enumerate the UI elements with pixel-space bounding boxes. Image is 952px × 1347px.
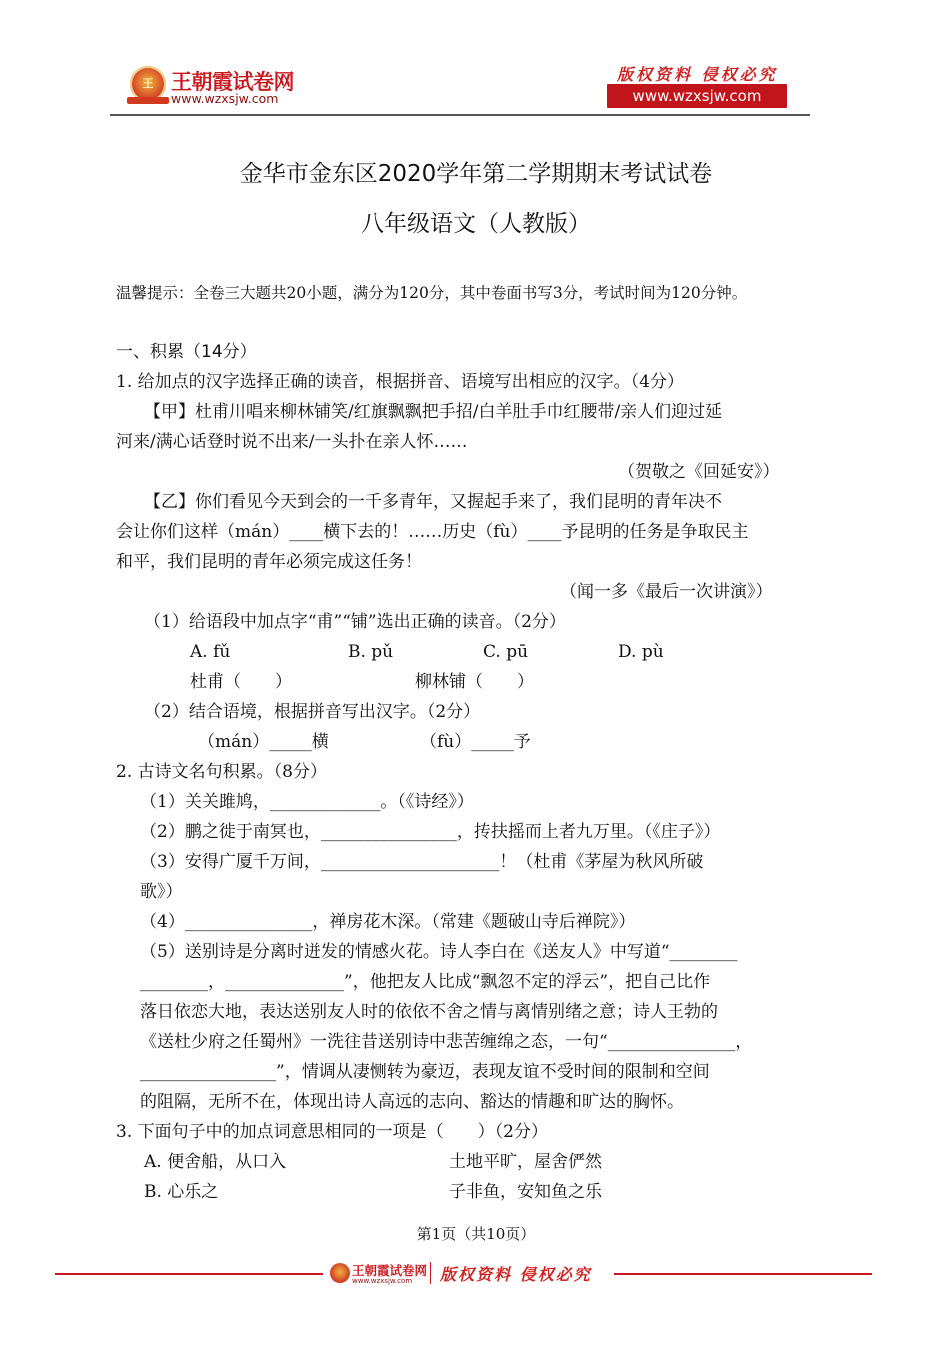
q1-blank-fu: （fù）_____予 (420, 732, 531, 752)
q3-a-left: A. 便舍船，从口入 (144, 1152, 287, 1172)
q1-option-c: C. pū (483, 642, 529, 662)
q1-jia-line1: 【甲】杜甫川唱来柳林铺笑/红旗飘飘把手招/白羊肚手巾红腰带/亲人们迎过延 (144, 402, 723, 422)
q3-b-right: 子非鱼，安知鱼之乐 (449, 1182, 602, 1202)
q3-a-right: 土地平旷，屋舍俨然 (449, 1152, 602, 1172)
q1-sub2: （2）结合语境，根据拼音写出汉字。（2分） (144, 702, 481, 722)
logo-url[interactable]: www.wzxsjw.com (171, 91, 279, 106)
q2-s5-line3: 落日依恋大地，表达送别友人时的依依不舍之情与离情别绪之意；诗人王勃的 (140, 1002, 718, 1022)
tip-text: 全卷三大题共20小题，满分为120分，其中卷面书写3分，考试时间为120分钟。 (193, 284, 748, 302)
exam-title: 金华市金东区2020学年第二学期期末考试试卷 (239, 161, 713, 187)
q1-option-a: A. fǔ (190, 642, 231, 662)
header-divider (110, 114, 810, 116)
tip-label: 温馨提示： (116, 284, 194, 302)
logo-name: 王朝霞试卷网 (171, 70, 294, 94)
q1-option-b: B. pǔ (348, 642, 394, 662)
q2-s5-line1: （5）送别诗是分离时迸发的情感火花。诗人李白在《送友人》中写道“________ (140, 942, 738, 962)
q2-s2: （2）鹏之徙于南冥也，________________，抟扶摇而上者九万里。（《庄子》） (140, 822, 721, 842)
q2-stem: 2. 古诗文名句积累。（8分） (116, 762, 327, 782)
q1-blank-dufu: 杜甫（ ） (190, 672, 292, 692)
q1-yi-line2: 会让你们这样（mán）____横下去的！……历史（fù）____予昆明的任务是争取民主 (116, 522, 749, 542)
footer-logo-name: 王朝霞试卷网 (352, 1263, 428, 1278)
q1-jia-source: （贺敬之《回延安》） (618, 462, 780, 482)
q2-s5-line4: 《送杜少府之任蜀州》一洗往昔送别诗中悲苦缠绵之态，一句“_______________， (140, 1032, 753, 1052)
q1-jia-line2: 河来/满心话登时说不出来/一头扑在亲人怀…… (116, 432, 468, 452)
q1-stem: 1. 给加点的汉字选择正确的读音，根据拼音、语境写出相应的汉字。（4分） (116, 372, 684, 392)
exam-subtitle: 八年级语文（人教版） (361, 211, 591, 237)
q2-s1: （1）关关雎鸠，_____________。（《诗经》） (140, 792, 474, 812)
logo-ribbon (127, 97, 169, 104)
q2-s4: （4）_______________，禅房花木深。（常建《题破山寺后禅院》） (140, 912, 636, 932)
page-number: 第1页（共10页） (416, 1225, 536, 1243)
q1-blank-man: （mán）_____横 (198, 732, 329, 752)
q2-s5-line5: ________________”，情调从凄恻转为豪迈，表现友谊不受时间的限制和空间 (140, 1062, 710, 1082)
q1-option-d: D. pù (618, 642, 664, 662)
footer-logo-icon (330, 1263, 350, 1283)
q1-yi-line1: 【乙】你们看见今天到会的一千多青年，又握起手来了，我们昆明的青年决不 (144, 492, 722, 512)
q2-s5-line6: 的阻隔，无所不在，体现出诗人高远的志向、豁达的情趣和旷达的胸怀。 (140, 1092, 684, 1112)
q2-s5-line2: ________，______________”，他把友人比成“飘忽不定的浮云”，把自己比作 (140, 972, 711, 992)
tip (116, 281, 747, 303)
footer-separator (430, 1262, 431, 1284)
logo-badge-text: 王 (142, 77, 154, 90)
footer-line-right (614, 1273, 872, 1275)
footer-slogan: 版权资料 侵权必究 (440, 1265, 592, 1284)
q3-b-left: B. 心乐之 (144, 1182, 219, 1202)
q1-yi-line3: 和平，我们昆明的青年必须完成这任务！ (116, 552, 422, 572)
q2-s3-line2: 歌》） (140, 882, 183, 902)
footer-logo-url[interactable]: www.wzxsjw.com (352, 1277, 413, 1285)
footer-line-left (55, 1273, 323, 1275)
section-heading: 一、积累（14分） (116, 342, 257, 362)
q1-sub1: （1）给语段中加点字“甫”“铺”选出正确的读音。（2分） (144, 612, 566, 632)
copyright-slogan: 版权资料 侵权必究 (617, 65, 778, 84)
q1-blank-liulinpu: 柳林铺（ ） (415, 672, 534, 692)
q2-s3-line1: （3）安得广厦千万间，_____________________！（杜甫《茅屋为秋风所破 (140, 852, 704, 872)
q3-stem: 3. 下面句子中的加点词意思相同的一项是（ ）（2分） (116, 1122, 548, 1142)
q1-yi-source: （闻一多《最后一次讲演》） (560, 582, 773, 602)
site-url-box[interactable]: www.wzxsjw.com (607, 84, 787, 108)
